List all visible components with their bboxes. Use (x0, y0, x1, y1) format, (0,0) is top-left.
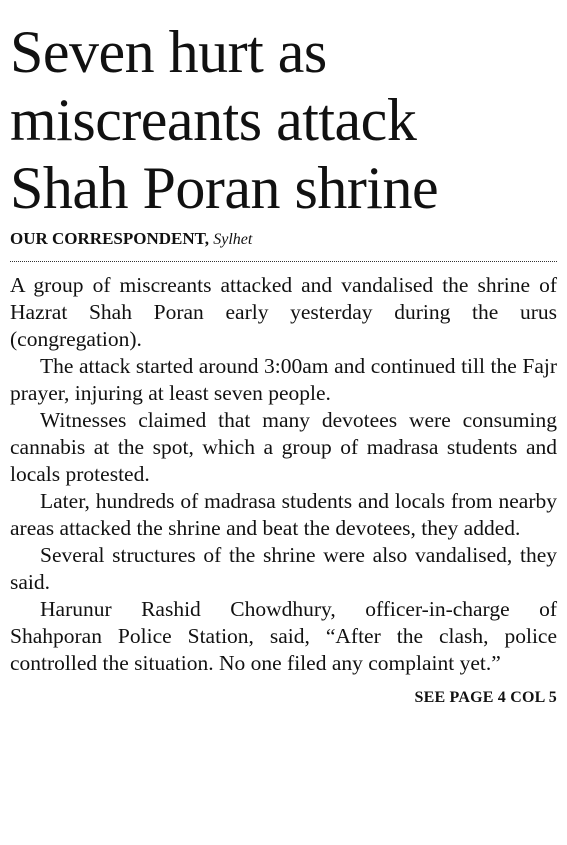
paragraph: Witnesses claimed that many devotees were consuming cannabis at the spot, which a group of madrasa students and locals protested. (10, 408, 557, 486)
paragraph: Several structures of the shrine were also vandalised, they said. (10, 543, 557, 594)
paragraph: Harunur Rashid Chowdhury, officer-in-charge of Shahporan Police Station, said, “After the clash, police controlled the situation. No one filed any complaint yet.” (10, 597, 557, 675)
article-body (10, 272, 557, 677)
paragraph: Later, hundreds of madrasa students and locals from nearby areas attacked the shrine and beat the devotees, they added. (10, 489, 557, 540)
headline-line-2: miscreants attack (10, 87, 417, 153)
byline (10, 228, 557, 251)
paragraph: A group of miscreants attacked and vandalised the shrine of Hazrat Shah Poran early yesterday during the urus (congregation). (10, 273, 557, 351)
paragraph: The attack started around 3:00am and continued till the Fajr prayer, injuring at least seven people. (10, 354, 557, 405)
news-article (10, 0, 557, 707)
headline-line-1: Seven hurt as (10, 19, 327, 85)
headline (10, 18, 557, 222)
byline-author: OUR CORRESPONDENT, (10, 229, 209, 248)
continued-reference[interactable]: SEE PAGE 4 COL 5 (414, 689, 557, 706)
byline-place: Sylhet (213, 231, 253, 248)
headline-line-3: Shah Poran shrine (10, 155, 439, 221)
dotted-divider (10, 261, 557, 262)
